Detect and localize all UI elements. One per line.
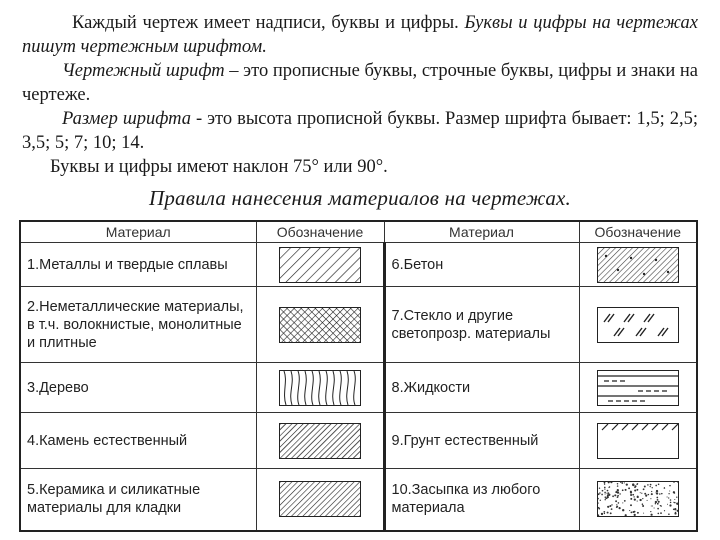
material-name: 2.Неметаллические материалы, в т.ч. волокнистые, монолитные и плитные xyxy=(20,287,256,363)
material-name: 5.Керамика и силикатные материалы для кладки xyxy=(20,469,256,531)
stipple-hatch-icon xyxy=(597,247,679,283)
ground-edge-hatch-icon xyxy=(597,423,679,459)
term-size: Размер шрифта xyxy=(62,109,192,129)
material-name: 10.Засыпка из любого материала xyxy=(384,469,579,531)
table-row xyxy=(20,287,697,363)
materials-table xyxy=(19,220,698,532)
diagonal-hatch-icon xyxy=(279,247,361,283)
material-name: 9.Грунт естественный xyxy=(384,413,579,469)
section-heading: Правила нанесения материалов на чертежах. xyxy=(148,186,571,210)
intro-paragraph-3 xyxy=(22,107,698,155)
header-symbol-right: Обозначение xyxy=(579,221,697,243)
definition-size: - это высота прописной буквы. Размер шрифта бывает: 1,5; 2,5; 3,5; 5; 7; 10; 14. xyxy=(22,109,699,153)
material-name: 7.Стекло и другие светопрозр. материалы xyxy=(384,287,579,363)
intro-text: Каждый чертеж имеет надписи, буквы и цифры. xyxy=(72,13,465,33)
material-name: 4.Камень естественный xyxy=(20,413,256,469)
table-row xyxy=(20,413,697,469)
material-name: 6.Бетон xyxy=(384,243,579,287)
table-row xyxy=(20,243,697,287)
table-header-row xyxy=(20,221,697,243)
intro-paragraph-4 xyxy=(22,155,698,179)
material-name: 3.Дерево xyxy=(20,363,256,413)
definition-font: – это прописные буквы, строчные буквы, цифры и знаки на чертеже. xyxy=(22,61,698,105)
cross-hatch-icon xyxy=(279,307,361,343)
intro-italic-text: Буквы и цифры на чертежах пишут чертежным шрифтом. xyxy=(22,13,698,57)
header-material-right: Материал xyxy=(384,221,579,243)
intro-paragraph-2 xyxy=(22,59,698,107)
horizontal-lines-icon xyxy=(597,370,679,406)
intro-paragraph-1 xyxy=(22,11,698,59)
material-name: 8.Жидкости xyxy=(384,363,579,413)
wood-grain-icon xyxy=(279,370,361,406)
short-dash-hatch-icon xyxy=(597,307,679,343)
material-name: 1.Металлы и твердые сплавы xyxy=(20,243,256,287)
dense-diagonal-hatch-icon xyxy=(279,481,361,517)
table-row xyxy=(20,363,697,413)
header-material-left: Материал xyxy=(20,221,256,243)
header-symbol-left: Обозначение xyxy=(256,221,384,243)
term-font: Чертежный шрифт xyxy=(62,61,225,81)
table-row xyxy=(20,469,697,531)
dotted-fill-icon xyxy=(597,481,679,517)
stone-hatch-icon xyxy=(279,423,361,459)
slant-text: Буквы и цифры имеют наклон 75° или 90°. xyxy=(50,157,388,177)
